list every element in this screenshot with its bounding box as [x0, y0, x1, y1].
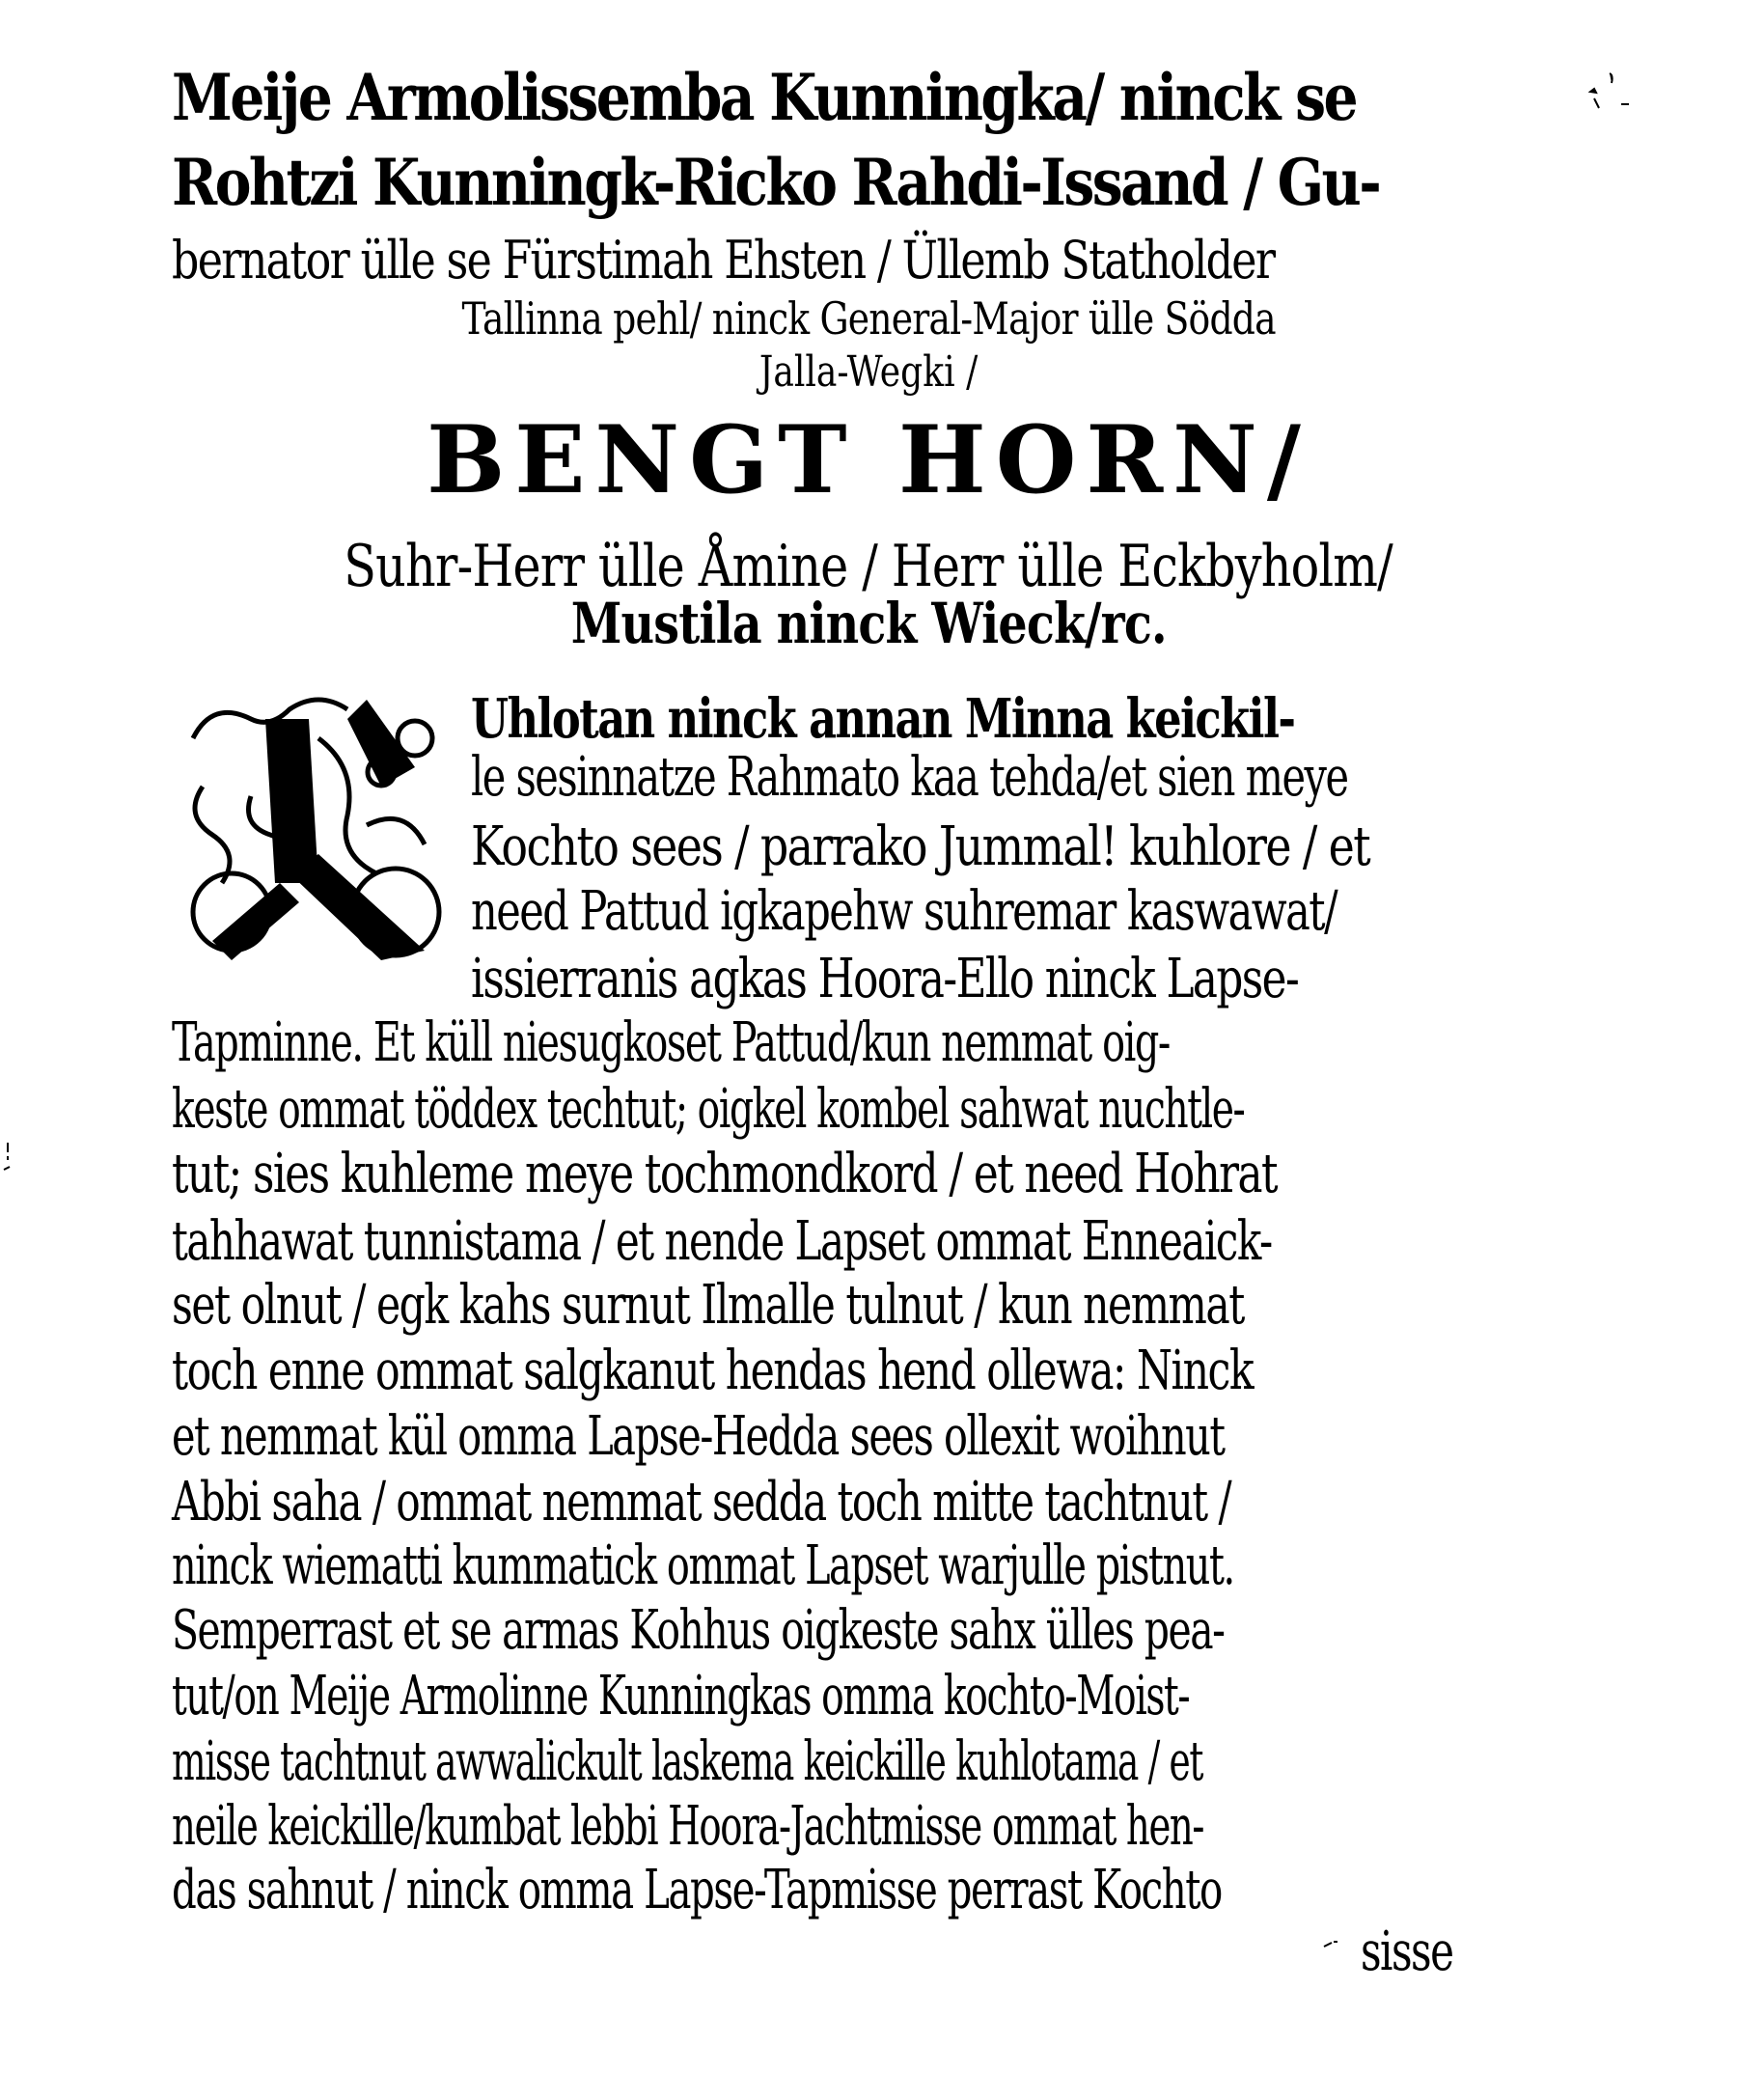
- body-line: ninck wiematti kummatick ommat Lapset warjulle pistnut.: [172, 1534, 1234, 1597]
- body-line: toch enne ommat salgkanut hendas hend ollewa: Ninck: [172, 1340, 1254, 1402]
- body-line: Uhlotan ninck annan Minna keickil-: [471, 687, 1295, 751]
- body-line: set olnut / egk kahs surnut Ilmalle tulnut / kun nemmat: [172, 1274, 1244, 1337]
- title-line-5-text: Jalla-Wegki /: [758, 347, 979, 397]
- body-line: le sesinnatze Rahmato kaa tehda/et sien meye: [471, 746, 1348, 809]
- person-name-text: BENGT HORN/: [427, 405, 1310, 514]
- body-line: das sahnut / ninck omma Lapse-Tapmisse perrast Kochto: [172, 1859, 1222, 1921]
- body-line: tut; sies kuhleme meye tochmondkord / et need Hohrat: [172, 1143, 1277, 1205]
- body-line: Semperrast et se armas Kohhus oigkeste sahx ülles pea-: [172, 1599, 1225, 1662]
- body-line: issierranis agkas Hoora-Ello ninck Lapse-: [471, 948, 1299, 1010]
- title-line-4-text: Tallinna pehl/ ninck General-Major ülle Södda: [461, 292, 1276, 345]
- body-line: need Pattud igkapehw suhremar kaswawat/: [471, 880, 1337, 943]
- titles-line-2-text: Mustila ninck Wieck/rc.: [570, 591, 1167, 656]
- body-line: tut/on Meije Armolinne Kunningkas omma kochto-Moist-: [172, 1665, 1190, 1727]
- title-line-4: [0, 292, 1737, 345]
- decorated-initial: [174, 680, 463, 970]
- body-line: keste ommat töddex techtut; oigkel kombel sahwat nuchtle-: [172, 1078, 1245, 1141]
- body-line: misse tachtnut awwalickult laskema keickille kuhlotama / et: [172, 1730, 1203, 1793]
- title-line-3: bernator ülle se Fürstimah Ehsten / Üllemb Statholder: [172, 230, 1275, 290]
- body-line: et nemmat kül omma Lapse-Hedda sees ollexit woihnut: [172, 1405, 1225, 1468]
- body-line: tahhawat tunnistama / et nende Lapset ommat Enneaick-: [172, 1210, 1272, 1273]
- margin-mark-top-right: [1583, 68, 1650, 125]
- margin-mark-left: [2, 1139, 15, 1177]
- catchword: sisse: [1361, 1920, 1453, 1983]
- body-line: Kochto sees / parrako Jummal! kuhlore / et: [471, 815, 1370, 878]
- titles-line-1-text: Suhr-Herr ülle Åmine / Herr ülle Eckbyholm/: [344, 533, 1393, 600]
- catchword-speck: [1322, 1935, 1341, 1947]
- body-line: neile keickille/kumbat lebbi Hoora-Jachtmisse ommat hen-: [172, 1795, 1204, 1858]
- body-line: Tapminne. Et küll niesugkoset Pattud/kun nemmat oig-: [172, 1011, 1170, 1074]
- body-line: Abbi saha / ommat nemmat sedda toch mitte tachtnut /: [172, 1471, 1231, 1534]
- person-name: [0, 405, 1737, 514]
- title-line-2: Rohtzi Kunningk-Ricko Rahdi-Issand / Gu-: [172, 145, 1380, 220]
- titles-line-2: [0, 591, 1737, 656]
- title-line-5: [0, 347, 1737, 397]
- title-line-1: Meije Armolissemba Kunningka/ ninck se: [172, 60, 1356, 135]
